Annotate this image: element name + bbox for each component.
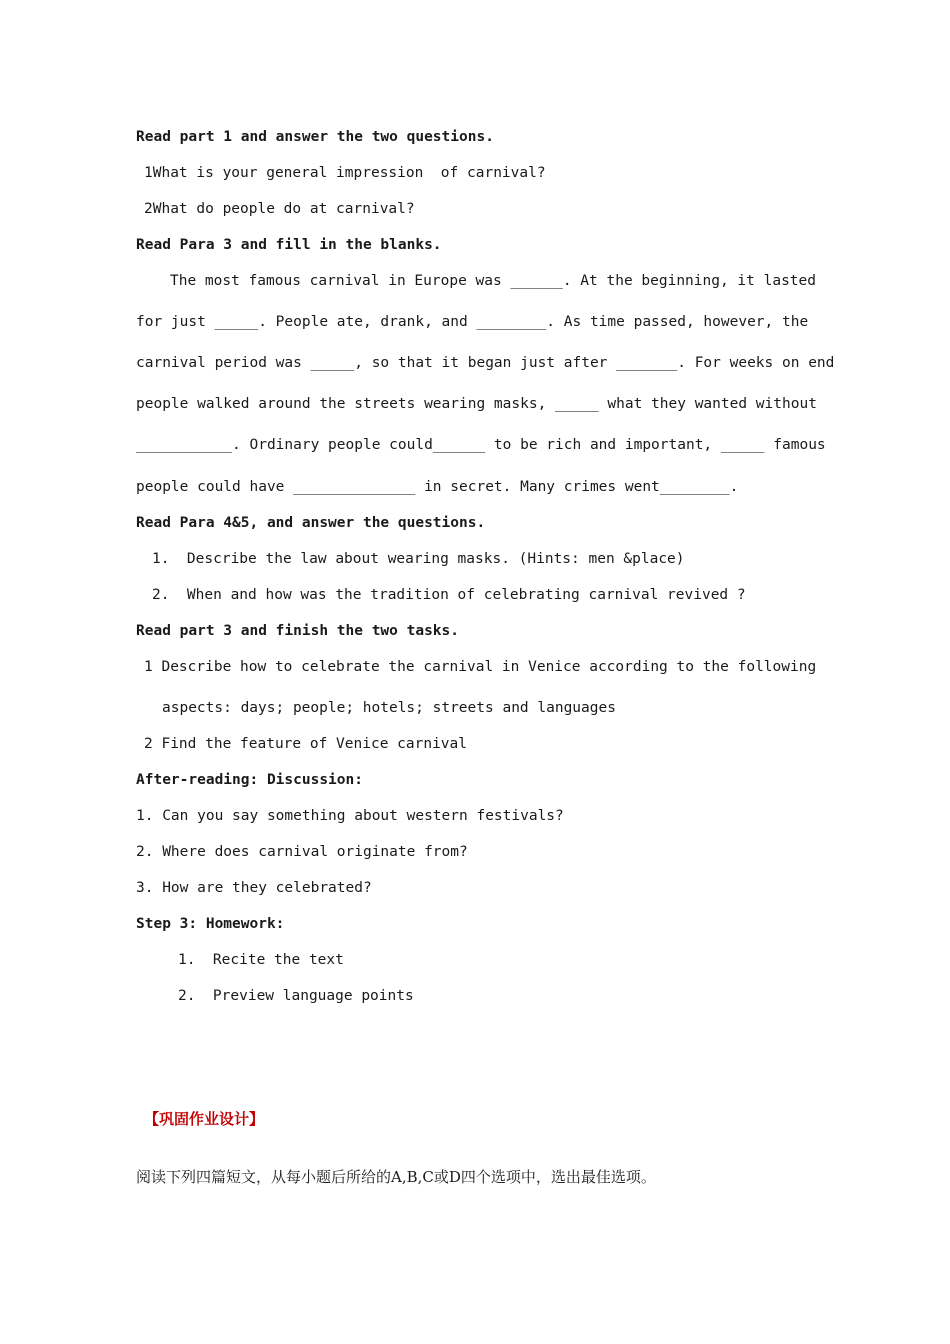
para3-heading: Read Para 3 and fill in the blanks.	[136, 237, 442, 253]
para3-line-6: people could have ______________ in secret. Many crimes went________.	[136, 479, 739, 495]
discussion-question-2: 2. Where does carnival originate from?	[136, 844, 468, 860]
homework-item-1: 1. Recite the text	[178, 952, 344, 968]
part1-question-2: 2What do people do at carnival?	[144, 201, 415, 217]
para3-line-4: people walked around the streets wearing masks, _____ what they wanted without	[136, 396, 817, 412]
part1-heading: Read part 1 and answer the two questions.	[136, 129, 494, 145]
part3-task-1-aspects: aspects: days; people; hotels; streets and languages	[162, 700, 616, 716]
para3-line-3: carnival period was _____, so that it began just after _______. For weeks on end	[136, 355, 835, 371]
para3-line-1: The most famous carnival in Europe was ______. At the beginning, it lasted	[170, 273, 817, 289]
para3-line-5: ___________. Ordinary people could______ to be rich and important, _____ famous	[136, 437, 826, 453]
consolidation-title: 【巩固作业设计】	[144, 1110, 265, 1128]
after-reading-heading: After-reading: Discussion:	[136, 772, 363, 788]
homework-item-2: 2. Preview language points	[178, 988, 414, 1004]
para45-question-2: 2. When and how was the tradition of celebrating carnival revived ?	[152, 587, 746, 603]
reading-instruction: 阅读下列四篇短文，从每小题后所给的A,B,C或D四个选项中，选出最佳选项。	[136, 1168, 656, 1186]
part3-heading: Read part 3 and finish the two tasks.	[136, 623, 460, 639]
part3-task-2: 2 Find the feature of Venice carnival	[144, 736, 468, 752]
para45-heading: Read Para 4&5, and answer the questions.	[136, 515, 486, 531]
para3-line-2: for just _____. People ate, drank, and ________. As time passed, however, the	[136, 314, 809, 330]
homework-heading: Step 3: Homework:	[136, 916, 285, 932]
para45-question-1: 1. Describe the law about wearing masks. (Hints: men &place)	[152, 551, 685, 567]
discussion-question-3: 3. How are they celebrated?	[136, 880, 372, 896]
part1-question-1: 1What is your general impression of carnival?	[144, 165, 546, 181]
discussion-question-1: 1. Can you say something about western festivals?	[136, 808, 564, 824]
part3-task-1: 1 Describe how to celebrate the carnival in Venice according to the following	[144, 659, 817, 675]
